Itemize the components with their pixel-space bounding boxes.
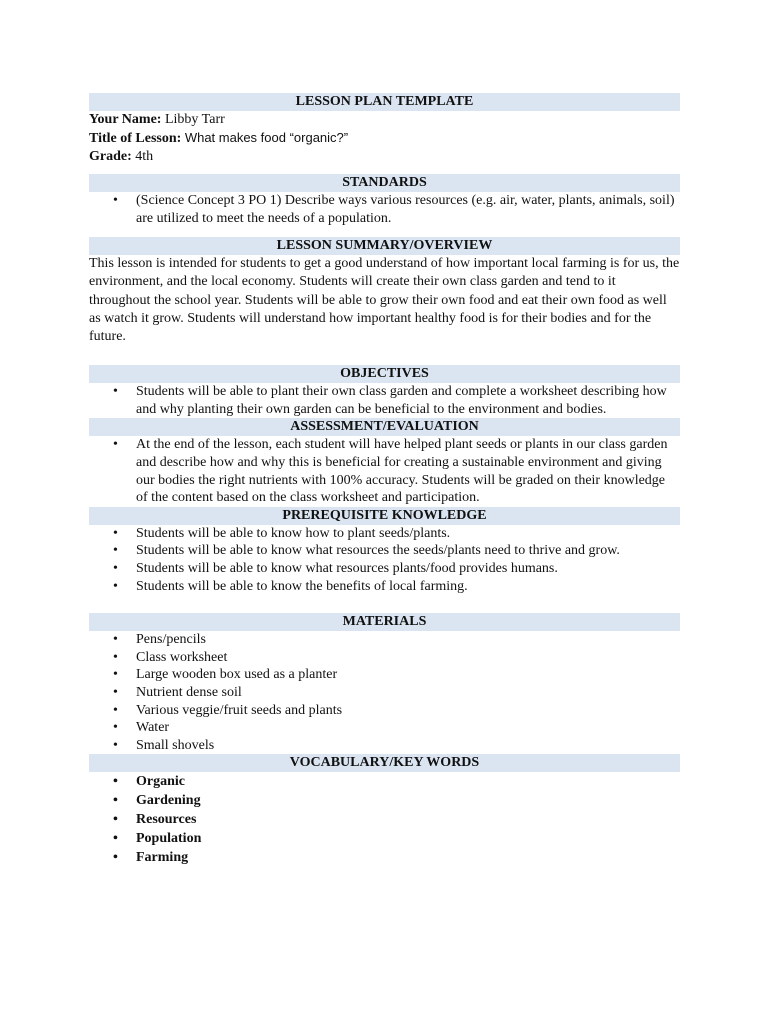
summary-heading: LESSON SUMMARY/OVERVIEW bbox=[89, 237, 680, 255]
list-item: • Organic bbox=[89, 772, 680, 791]
lesson-title-value: What makes food “organic?” bbox=[184, 130, 349, 145]
list-item: • Water bbox=[89, 719, 680, 737]
standards-list bbox=[89, 192, 680, 227]
assessment-list bbox=[89, 436, 680, 506]
list-item: • Nutrient dense soil bbox=[89, 684, 680, 702]
list-item: • Gardening bbox=[89, 791, 680, 810]
list-item: • Resources bbox=[89, 810, 680, 829]
template-title: LESSON PLAN TEMPLATE bbox=[89, 93, 680, 111]
objectives-list bbox=[89, 383, 680, 418]
summary-text: This lesson is intended for students to get a good understand of how important local farming is for us, the environment, and the local economy. Students will create their own class garden and tend to it throughout the school year. Students will be able to grow their own food and eat their own food as well as watch it grow. Students will understand how important healthy food is for their bodies and for the future. bbox=[89, 256, 680, 344]
materials-list bbox=[89, 631, 680, 754]
list-item: • Students will be able to know the benefits of local farming. bbox=[89, 578, 680, 596]
lesson-title-label: Title of Lesson: bbox=[89, 131, 182, 146]
list-item: • Students will be able to know what resources plants/food provides humans. bbox=[89, 560, 680, 578]
name-row bbox=[89, 111, 680, 129]
list-item: • At the end of the lesson, each student will have helped plant seeds or plants in our class garden and describe how and why this is beneficial for creating a sustainable environment and giving our bodies the right nutrients with 100% accuracy. Students will be graded on their knowledge of the content based on the class worksheet and participation. bbox=[89, 436, 680, 506]
list-item: • Class worksheet bbox=[89, 649, 680, 667]
list-item: • Large wooden box used as a planter bbox=[89, 666, 680, 684]
list-item: • Small shovels bbox=[89, 737, 680, 755]
prerequisite-list bbox=[89, 525, 680, 595]
vocabulary-list bbox=[89, 772, 680, 867]
grade-label: Grade: bbox=[89, 149, 132, 164]
list-item: • Students will be able to plant their own class garden and complete a worksheet describing how and why planting their own garden can be beneficial to the environment and bodies. bbox=[89, 383, 680, 418]
name-label: Your Name: bbox=[89, 112, 162, 127]
list-item: • Pens/pencils bbox=[89, 631, 680, 649]
prerequisite-heading: PREREQUISITE KNOWLEDGE bbox=[89, 507, 680, 525]
name-value: Libby Tarr bbox=[164, 112, 225, 127]
lesson-title-row bbox=[89, 129, 680, 148]
lesson-plan-document bbox=[89, 93, 680, 867]
grade-row bbox=[89, 148, 680, 166]
list-item: • Students will be able to know how to plant seeds/plants. bbox=[89, 525, 680, 543]
list-item: • Farming bbox=[89, 848, 680, 867]
assessment-heading: ASSESSMENT/EVALUATION bbox=[89, 418, 680, 436]
objectives-heading: OBJECTIVES bbox=[89, 365, 680, 383]
materials-heading: MATERIALS bbox=[89, 613, 680, 631]
vocabulary-heading: VOCABULARY/KEY WORDS bbox=[89, 754, 680, 772]
list-item: • Population bbox=[89, 829, 680, 848]
grade-value: 4th bbox=[135, 149, 154, 164]
list-item: • (Science Concept 3 PO 1) Describe ways various resources (e.g. air, water, plants, animals, soil) are utilized to meet the needs of a population. bbox=[89, 192, 680, 227]
list-item: • Various veggie/fruit seeds and plants bbox=[89, 702, 680, 720]
standards-heading: STANDARDS bbox=[89, 174, 680, 192]
list-item: • Students will be able to know what resources the seeds/plants need to thrive and grow. bbox=[89, 542, 680, 560]
